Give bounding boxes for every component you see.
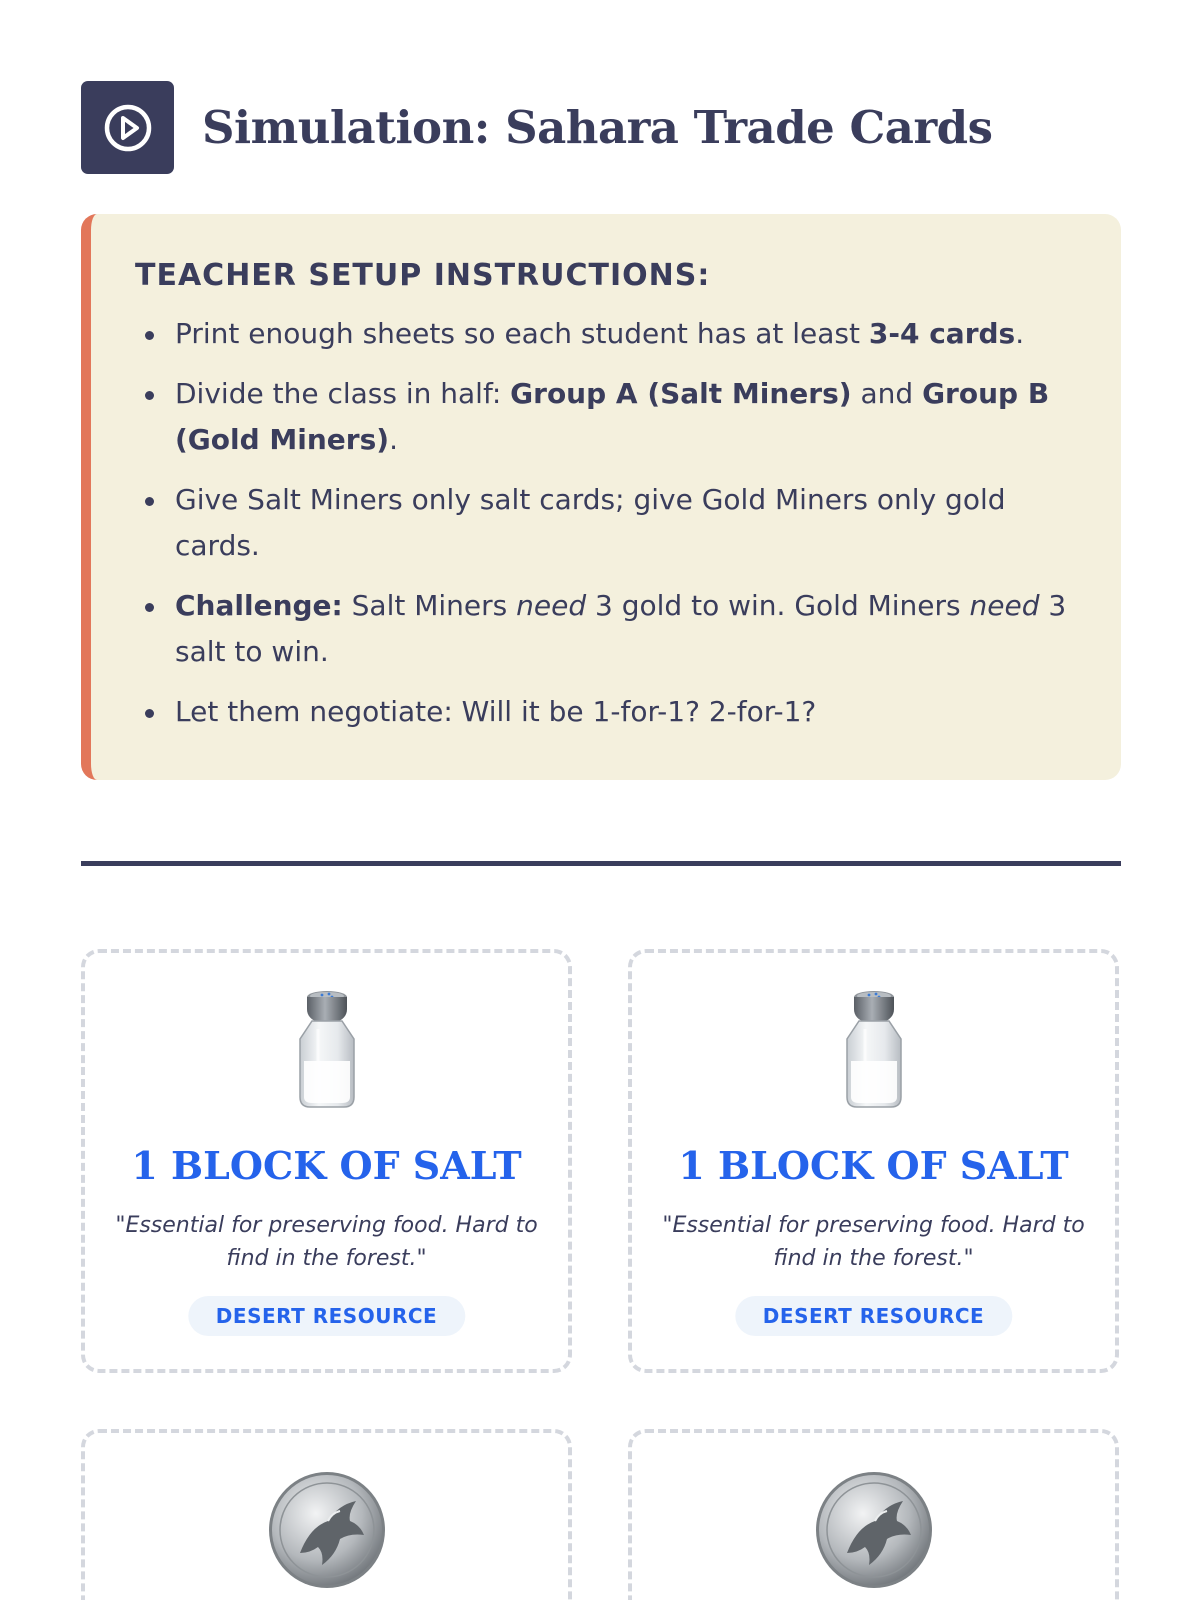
trade-card-gold [81, 1429, 572, 1600]
card-title: 1 BLOCK OF SALT [131, 1143, 522, 1188]
trade-card-salt [628, 949, 1119, 1373]
instruction-text: 3 gold to win. Gold Miners [586, 589, 970, 622]
instruction-item [135, 477, 1081, 569]
coin-icon [266, 1469, 388, 1595]
instruction-text: . [1015, 317, 1025, 350]
card-quote: "Essential for preserving food. Hard to find in the forest." [662, 1213, 1085, 1271]
trade-card-gold [628, 1429, 1119, 1600]
page-title: Simulation: Sahara Trade Cards [202, 101, 993, 154]
instruction-text: Challenge: [175, 589, 343, 622]
instructions-heading: TEACHER SETUP INSTRUCTIONS: [135, 258, 711, 293]
teacher-instructions-panel [81, 214, 1121, 780]
instruction-text: Print enough sheets so each student has at least [175, 317, 869, 350]
instruction-text: and [851, 377, 923, 410]
salt-shaker-icon [841, 989, 907, 1115]
salt-shaker-icon [294, 989, 360, 1115]
card-badge: DESERT RESOURCE [735, 1296, 1012, 1336]
page-header [81, 81, 992, 174]
instruction-item [135, 371, 1081, 463]
instruction-text: . [389, 423, 398, 456]
instruction-text: need [969, 589, 1040, 622]
play-icon-box [81, 81, 174, 174]
instruction-text: need [516, 589, 587, 622]
instruction-text: 3-4 cards [868, 317, 1016, 350]
instruction-item [135, 689, 1081, 735]
card-badge: DESERT RESOURCE [188, 1296, 465, 1336]
card-title: 1 BLOCK OF SALT [678, 1143, 1069, 1188]
card-quote: "Essential for preserving food. Hard to find in the forest." [115, 1213, 538, 1271]
instruction-text: Let them negotiate: Will it be 1-for-1? 2-for-1? [175, 695, 817, 728]
instruction-item [135, 311, 1081, 357]
instruction-text: Group A (Salt Miners) [510, 377, 852, 410]
instructions-list [135, 311, 1081, 735]
coin-icon [813, 1469, 935, 1595]
instruction-item [135, 583, 1081, 675]
trade-card-salt [81, 949, 572, 1373]
instruction-text: Divide the class in half: [175, 377, 511, 410]
instruction-text: Salt Miners [342, 589, 517, 622]
instruction-text: Give Salt Miners only salt cards; give Gold Miners only gold cards. [175, 483, 1006, 562]
instruction-text: 3 salt to win. [175, 589, 1067, 668]
instruction-text: Group B (Gold Miners) [175, 377, 1050, 456]
section-divider [81, 861, 1121, 866]
play-circle-icon [102, 102, 154, 154]
